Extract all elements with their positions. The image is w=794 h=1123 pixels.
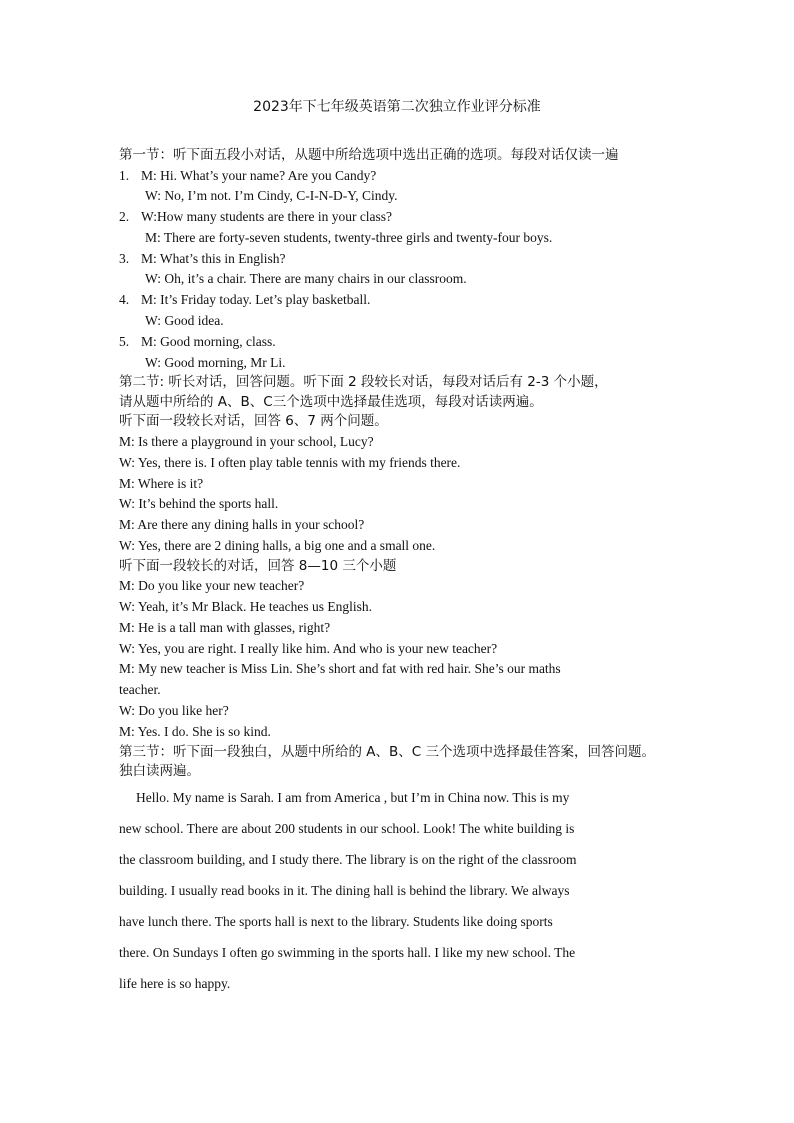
- item-number: 5.: [119, 333, 130, 349]
- dialog-line: M: He is a tall man with glasses, right?: [119, 619, 331, 635]
- item-number: 1.: [119, 167, 130, 183]
- dialog-line: M: My new teacher is Miss Lin. She’s short and fat with red hair. She’s our maths: [119, 661, 561, 677]
- section1-heading: 第一节：听下面五段小对话，从题中所给选项中选出正确的选项。每段对话仅读一遍: [119, 147, 619, 163]
- section3-heading-line1: 第三节：听下面一段独白，从题中所给的 A、B、C 三个选项中选择最佳答案，回答问题。: [119, 743, 656, 760]
- dialog-line: M: Is there a playground in your school, Lucy?: [119, 433, 374, 449]
- dialog-question: W:How many students are there in your class?: [141, 209, 393, 225]
- dialog-answer: M: There are forty-seven students, twenty-three girls and twenty-four boys.: [145, 229, 553, 245]
- monologue-passage: [119, 782, 679, 999]
- dialog-line: M: Are there any dining halls in your school?: [119, 517, 365, 533]
- dialog-line: [119, 166, 679, 187]
- dialog-question: M: Hi. What’s your name? Are you Candy?: [141, 167, 377, 183]
- dialog-answer: W: Oh, it’s a chair. There are many chairs in our classroom.: [145, 271, 467, 287]
- section2-heading-line1: 第二节: 听长对话，回答问题。听下面 2 段较长对话，每段对话后有 2-3 个小题，: [119, 374, 608, 391]
- passage-line: the classroom building, and I study there. The library is on the right of the classroom: [119, 851, 577, 867]
- dialog1-heading: 听下面一段较长对话，回答 6、7 两个问题。: [119, 413, 388, 430]
- dialog-answer: W: Good idea.: [145, 313, 224, 329]
- dialog-line: [119, 207, 679, 228]
- dialog-line: [119, 332, 679, 353]
- item-number: 4.: [119, 292, 130, 308]
- dialog-answer: W: Good morning, Mr Li.: [145, 354, 286, 370]
- dialog-line: teacher.: [119, 682, 161, 698]
- section3-heading-line2: 独白读两遍。: [119, 763, 200, 780]
- dialog2-lines: [119, 576, 679, 742]
- passage-line: life here is so happy.: [119, 975, 231, 991]
- dialog-line: W: Do you like her?: [119, 703, 229, 719]
- dialog-line: [119, 249, 679, 270]
- dialog-line: W: Yes, you are right. I really like him. And who is your new teacher?: [119, 640, 498, 656]
- dialog-line: W: Yes, there are 2 dining halls, a big one and a small one.: [119, 537, 436, 553]
- dialog-line: M: Where is it?: [119, 475, 204, 491]
- dialog-line: M: Yes. I do. She is so kind.: [119, 723, 271, 739]
- dialog-question: M: It’s Friday today. Let’s play basketball.: [141, 292, 371, 308]
- dialog-answer: W: No, I’m not. I’m Cindy, C-I-N-D-Y, Cindy.: [145, 188, 398, 204]
- item-number: 3.: [119, 250, 130, 266]
- page-title: 2023年下七年级英语第二次独立作业评分标准: [253, 99, 541, 115]
- passage-line: building. I usually read books in it. The dining hall is behind the library. We always: [119, 882, 570, 898]
- item-number: 2.: [119, 209, 130, 225]
- passage-line: there. On Sundays I often go swimming in the sports hall. I like my new school. The: [119, 944, 576, 960]
- passage-line: Hello. My name is Sarah. I am from America , but I’m in China now. This is my: [136, 789, 570, 805]
- dialog-question: M: What’s this in English?: [141, 250, 286, 266]
- dialog2-heading: 听下面一段较长的对话，回答 8—10 三个小题: [119, 557, 397, 574]
- dialog-question: M: Good morning, class.: [141, 333, 276, 349]
- dialog-line: W: Yes, there is. I often play table tennis with my friends there.: [119, 454, 461, 470]
- section2-heading-line2: 请从题中所给的 A、B、C三个选项中选择最佳选项，每段对话读两遍。: [119, 393, 543, 410]
- dialog-line: W: It’s behind the sports hall.: [119, 496, 279, 512]
- dialog-line: [119, 290, 679, 311]
- dialog-line: M: Do you like your new teacher?: [119, 578, 305, 594]
- dialog-line: W: Yeah, it’s Mr Black. He teaches us English.: [119, 599, 372, 615]
- passage-line: new school. There are about 200 students in our school. Look! The white building is: [119, 820, 575, 836]
- passage-line: have lunch there. The sports hall is next to the library. Students like doing sports: [119, 913, 553, 929]
- document-body: [119, 146, 679, 999]
- section1-dialogs: [119, 166, 679, 374]
- dialog1-lines: [119, 432, 679, 557]
